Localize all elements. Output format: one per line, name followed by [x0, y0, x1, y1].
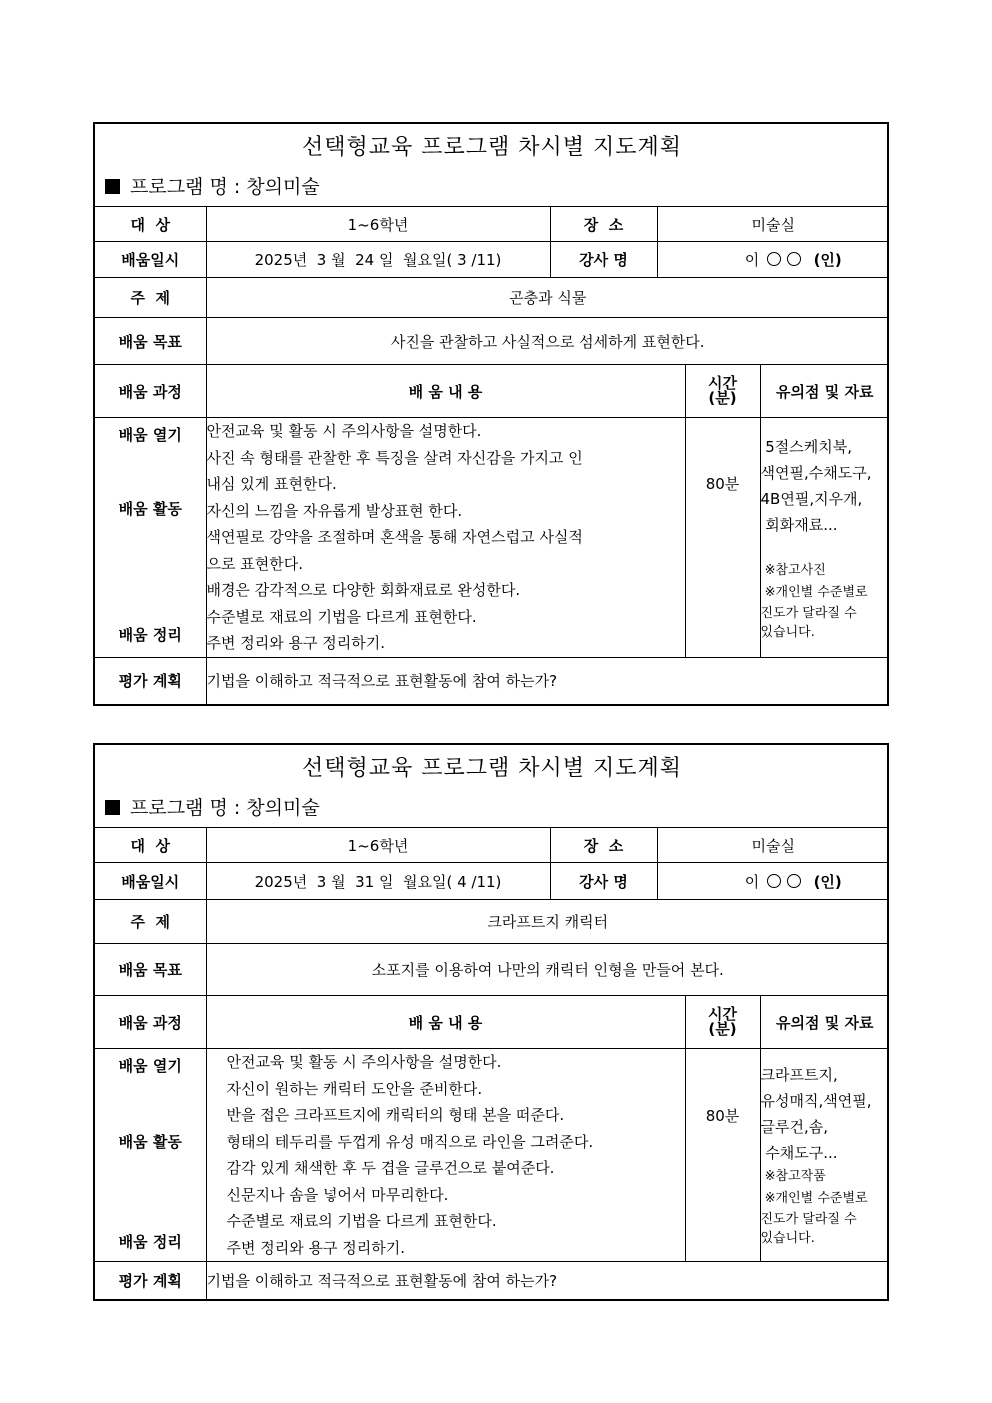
topic-label: 주 제 — [95, 278, 206, 318]
process-steps — [95, 1049, 206, 1262]
teacher-label: 강사 명 — [550, 863, 657, 900]
date-label: 배움일시 — [95, 863, 206, 900]
step-close: 배움 정리 — [118, 626, 182, 644]
time-value: 80분 — [685, 418, 760, 658]
plan-header — [95, 745, 889, 828]
content-list — [206, 1049, 685, 1262]
level-note-end: 있습니다. — [760, 624, 815, 640]
circle-placeholder-icon — [767, 874, 781, 888]
document-title: 선택형교육 프로그램 차시별 지도계획 — [301, 756, 682, 781]
topic-value: 곤충과 식물 — [206, 278, 889, 318]
time-label: 시간 (분) — [685, 365, 760, 418]
teacher-value: 이 (인) — [657, 242, 889, 278]
program-name: 프로그램 명 : 창의미술 — [105, 793, 320, 820]
list-item: 수준별로 재료의 기법을 다르게 표현한다. — [226, 1212, 497, 1230]
time-value: 80분 — [685, 1049, 760, 1262]
teacher-value: 이 (인) — [657, 863, 889, 900]
place-value: 미술실 — [657, 207, 889, 242]
teacher-label: 강사 명 — [550, 242, 657, 278]
topic-value: 크라프트지 캐릭터 — [206, 900, 889, 944]
date-value: 2025년 3 월 24 일 월요일( 3 /11) — [206, 242, 550, 278]
list-item: 자신이 원하는 캐릭터 도안을 준비한다. — [226, 1079, 483, 1098]
materials-list — [760, 1049, 889, 1262]
step-open: 배움 열기 — [118, 426, 182, 444]
place-label: 장 소 — [550, 207, 657, 242]
plan-header — [95, 124, 889, 207]
eval-label: 평가 계획 — [95, 1262, 206, 1299]
material-item: 5절스케치북, — [760, 437, 853, 456]
goal-label: 배움 목표 — [95, 318, 206, 365]
level-note: ※개인별 수준별로 — [760, 584, 868, 600]
eval-value: 기법을 이해하고 적극적으로 표현활동에 참여 하는가? — [206, 658, 889, 704]
level-note-cont: 진도가 달라질 수 — [760, 1212, 857, 1227]
materials-list — [760, 418, 889, 658]
goal-value: 소포지를 이용하여 나만의 캐릭터 인형을 만들어 본다. — [206, 944, 889, 996]
square-bullet-icon — [105, 179, 120, 194]
reference-note: ※참고사진 — [760, 562, 826, 578]
materials-label: 유의점 및 자료 — [760, 365, 889, 418]
eval-value: 기법을 이해하고 적극적으로 표현활동에 참여 하는가? — [206, 1262, 889, 1299]
list-item: 배경은 감각적으로 다양한 회화재료로 완성한다. — [206, 581, 521, 600]
target-label: 대 상 — [95, 207, 206, 242]
process-label: 배움 과정 — [95, 996, 206, 1049]
goal-label: 배움 목표 — [95, 944, 206, 996]
plan-table — [95, 124, 889, 704]
date-label: 배움일시 — [95, 242, 206, 278]
level-note: ※개인별 수준별로 — [760, 1191, 868, 1206]
lesson-plan-2 — [93, 743, 889, 1301]
step-close: 배움 정리 — [118, 1233, 182, 1251]
time-label: 시간 (분) — [685, 996, 760, 1049]
square-bullet-icon — [105, 800, 120, 815]
list-item: 안전교육 및 활동 시 주의사항을 설명한다. — [226, 1053, 502, 1071]
level-note-end: 있습니다. — [760, 1231, 815, 1246]
list-item: 내심 있게 표현한다. — [206, 475, 337, 494]
goal-value: 사진을 관찰하고 사실적으로 섬세하게 표현한다. — [206, 318, 889, 365]
step-activity: 배움 활동 — [118, 500, 182, 518]
list-item: 사진 속 형태를 관찰한 후 특징을 살려 자신감을 가지고 인 — [206, 448, 583, 467]
material-item: 회화재료... — [760, 515, 838, 534]
list-item: 신문지나 솜을 넣어서 마무리한다. — [226, 1185, 449, 1204]
list-item: 안전교육 및 활동 시 주의사항을 설명한다. — [206, 422, 482, 441]
list-item: 으로 표현한다. — [206, 554, 303, 573]
material-item: 수채도구... — [760, 1144, 838, 1162]
target-value: 1~6학년 — [206, 828, 550, 863]
topic-label: 주 제 — [95, 900, 206, 944]
reference-note: ※참고작품 — [760, 1169, 826, 1184]
target-label: 대 상 — [95, 828, 206, 863]
level-note-cont: 진도가 달라질 수 — [760, 605, 857, 621]
circle-placeholder-icon — [787, 874, 801, 888]
list-item: 형태의 테두리를 두껍게 유성 매직으로 라인을 그려준다. — [226, 1132, 594, 1151]
list-item: 수준별로 재료의 기법을 다르게 표현한다. — [206, 607, 477, 626]
process-label: 배움 과정 — [95, 365, 206, 418]
material-item: 유성매직,색연필, — [760, 1092, 872, 1110]
list-item: 색연필로 강약을 조절하며 혼색을 통해 자연스럽고 사실적 — [206, 528, 583, 547]
step-activity: 배움 활동 — [118, 1133, 182, 1151]
list-item: 감각 있게 채색한 후 두 겹을 글루건으로 붙여준다. — [226, 1159, 555, 1177]
circle-placeholder-icon — [767, 252, 781, 266]
place-label: 장 소 — [550, 828, 657, 863]
document-title: 선택형교육 프로그램 차시별 지도계획 — [301, 135, 682, 160]
material-item: 글루건,솜, — [760, 1118, 828, 1136]
date-value: 2025년 3 월 31 일 월요일( 4 /11) — [206, 863, 550, 900]
list-item: 주변 정리와 용구 정리하기. — [206, 634, 385, 653]
list-item: 반을 접은 크라프트지에 캐릭터의 형태 본을 떠준다. — [226, 1106, 565, 1124]
materials-label: 유의점 및 자료 — [760, 996, 889, 1049]
material-item: 4B연필,지우개, — [760, 489, 863, 508]
material-item: 크라프트지, — [760, 1066, 838, 1084]
program-name: 프로그램 명 : 창의미술 — [105, 172, 320, 199]
content-label: 배 움 내 용 — [206, 365, 685, 418]
content-label: 배 움 내 용 — [206, 996, 685, 1049]
list-item: 주변 정리와 용구 정리하기. — [226, 1238, 405, 1257]
content-list — [206, 418, 685, 658]
place-value: 미술실 — [657, 828, 889, 863]
material-item: 색연필,수채도구, — [760, 463, 872, 482]
plan-table — [95, 745, 889, 1299]
lesson-plan-1 — [93, 122, 889, 706]
process-steps — [95, 418, 206, 658]
eval-label: 평가 계획 — [95, 658, 206, 704]
step-open: 배움 열기 — [118, 1057, 182, 1075]
circle-placeholder-icon — [787, 252, 801, 266]
list-item: 자신의 느낌을 자유롭게 발상표현 한다. — [206, 501, 463, 520]
target-value: 1~6학년 — [206, 207, 550, 242]
